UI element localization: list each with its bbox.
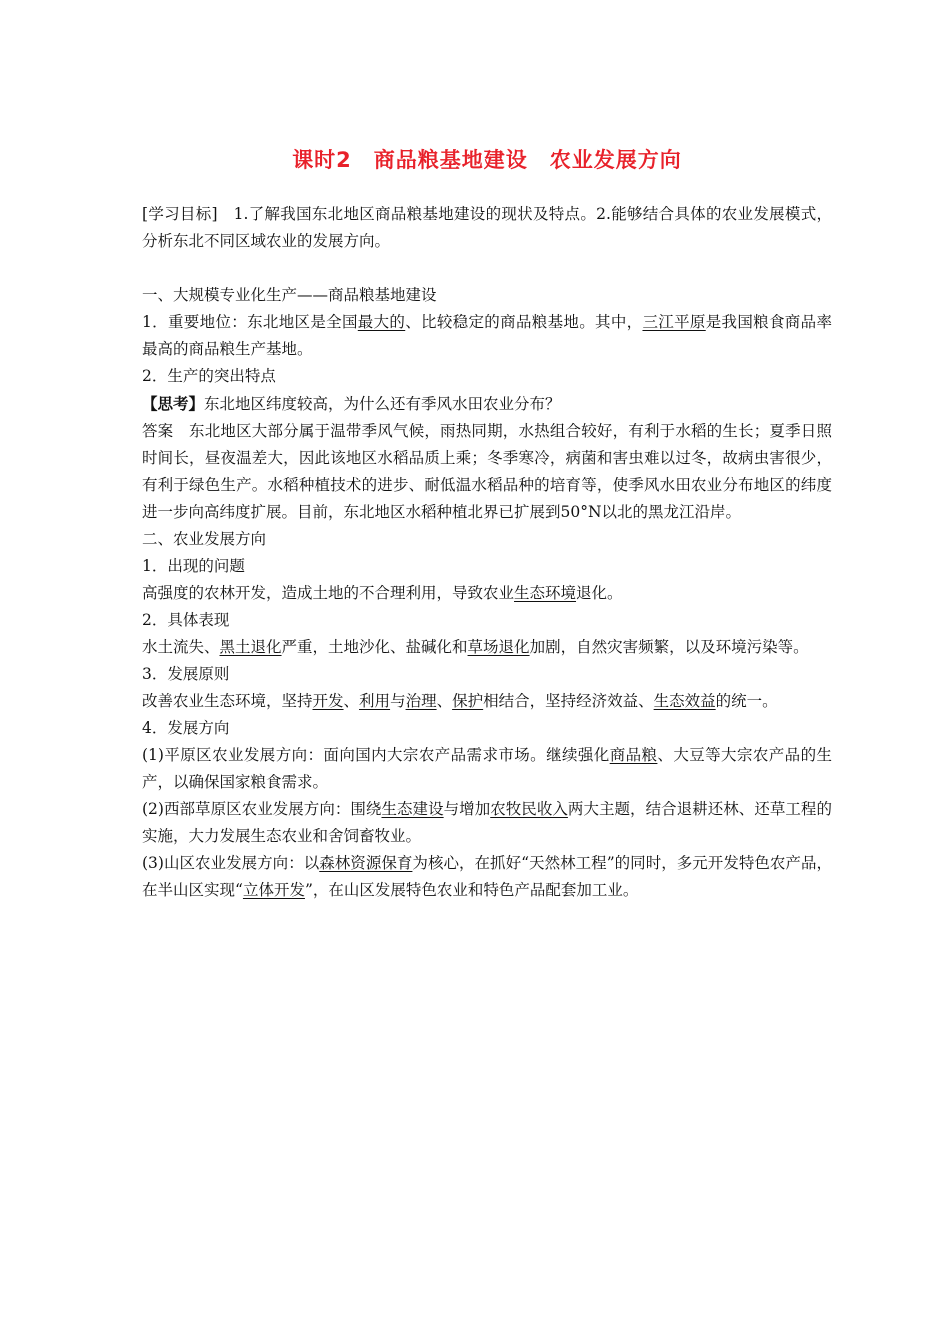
text: (2)西部草原区农业发展方向：围绕 <box>142 800 382 818</box>
text: 两大主题，结合退耕还林、还草工程的实施，大力发展生态农业和舍饲畜牧业。 <box>142 800 832 845</box>
direction-2 <box>142 796 832 850</box>
fill-blank: 商品粮 <box>609 746 658 764</box>
text: 高强度的农林开发，造成土地的不合理利用，导致农业 <box>142 584 515 602</box>
section-2-para-2 <box>142 634 832 661</box>
fill-blank: 利用 <box>359 692 391 710</box>
section-1-item-2: 2．生产的突出特点 <box>142 367 276 385</box>
section-2-heading-1: 1．出现的问题 <box>142 557 245 575</box>
text: 与增加 <box>443 800 491 818</box>
section-2-heading: 二、农业发展方向 <box>142 530 267 548</box>
text: 加剧，自然灾害频繁，以及环境污染等。 <box>529 638 809 656</box>
text: 改善农业生态环境，坚持 <box>142 692 313 710</box>
fill-blank: 生态效益 <box>653 692 716 710</box>
section-2-heading-3: 3．发展原则 <box>142 665 230 683</box>
text: 是我国粮食商品率最高的商品粮生产基地。 <box>142 313 832 358</box>
fill-blank: 黑土退化 <box>219 638 282 656</box>
direction-1 <box>142 742 832 796</box>
fill-blank: 三江平原 <box>642 313 706 331</box>
section-2-para-1 <box>142 580 832 607</box>
fill-blank: 治理 <box>405 692 437 710</box>
section-2-heading-2: 2．具体表现 <box>142 611 230 629</box>
answer-paragraph: 答案 东北地区大部分属于温带季风气候，雨热同期，水热组合较好，有利于水稻的生长；夏季日照时间长，昼夜温差大，因此该地区水稻品质上乘；冬季寒冷，病菌和害虫难以过冬，故病虫害很少，有利于绿色生产。水稻种植技术的进步、耐低温水稻品种的培育等，使季风水田农业分布地区的纬度进一步向高纬度扩展。目前，东北地区水稻种植北界已扩展到50°N以北的黑龙江沿岸。 <box>142 422 832 521</box>
text: 与 <box>390 692 406 710</box>
text: 1．重要地位：东北地区是全国 <box>142 313 358 331</box>
fill-blank: 森林资源保育 <box>319 854 413 872</box>
learning-objectives: [学习目标] 1.了解我国东北地区商品粮基地建设的现状及特点。2.能够结合具体的农业发展模式，分析东北不同区域农业的发展方向。 <box>142 205 832 250</box>
text: 、比较稳定的商品粮基地。其中， <box>405 313 643 331</box>
fill-blank: 开发 <box>312 692 344 710</box>
think-text: 东北地区纬度较高，为什么还有季风水田农业分布？ <box>204 395 561 413</box>
page-title: 课时2 商品粮基地建设 农业发展方向 <box>292 148 682 172</box>
direction-3 <box>142 850 832 904</box>
text: 为核心，在抓好“天然林工程”的同时，多元开发特色农产品，在半山区实现“ <box>142 854 832 899</box>
fill-blank: 生态建设 <box>381 800 444 818</box>
think-question <box>142 390 832 418</box>
section-1-heading: 一、大规模专业化生产——商品粮基地建设 <box>142 286 437 304</box>
text: 的统一。 <box>715 692 778 710</box>
fill-blank: 最大的 <box>357 313 406 331</box>
fill-blank: 草场退化 <box>467 638 530 656</box>
text: 相结合，坚持经济效益、 <box>483 692 654 710</box>
section-2-para-3 <box>142 688 832 715</box>
text: (1)平原区农业发展方向：面向国内大宗农产品需求市场。继续强化 <box>142 746 610 764</box>
text: 、大豆等大宗农产品的生产，以确保国家粮食需求。 <box>142 746 832 791</box>
text: 退化。 <box>576 584 623 602</box>
text: 严重，土地沙化、盐碱化和 <box>281 638 468 656</box>
section-2-heading-4: 4．发展方向 <box>142 719 230 737</box>
fill-blank: 立体开发 <box>242 881 305 899</box>
fill-blank: 生态环境 <box>514 584 577 602</box>
think-label: 【思考】 <box>142 394 205 413</box>
document-body <box>142 201 832 904</box>
text: 、 <box>436 692 453 710</box>
text: (3)山区农业发展方向：以 <box>142 854 320 872</box>
fill-blank: 保护 <box>452 692 484 710</box>
text: 、 <box>343 692 360 710</box>
section-1-item-1 <box>142 309 832 363</box>
fill-blank: 农牧民收入 <box>490 800 568 818</box>
text: ”，在山区发展特色农业和特色产品配套加工业。 <box>304 881 639 899</box>
spacer <box>142 255 832 282</box>
text: 水土流失、 <box>142 638 220 656</box>
